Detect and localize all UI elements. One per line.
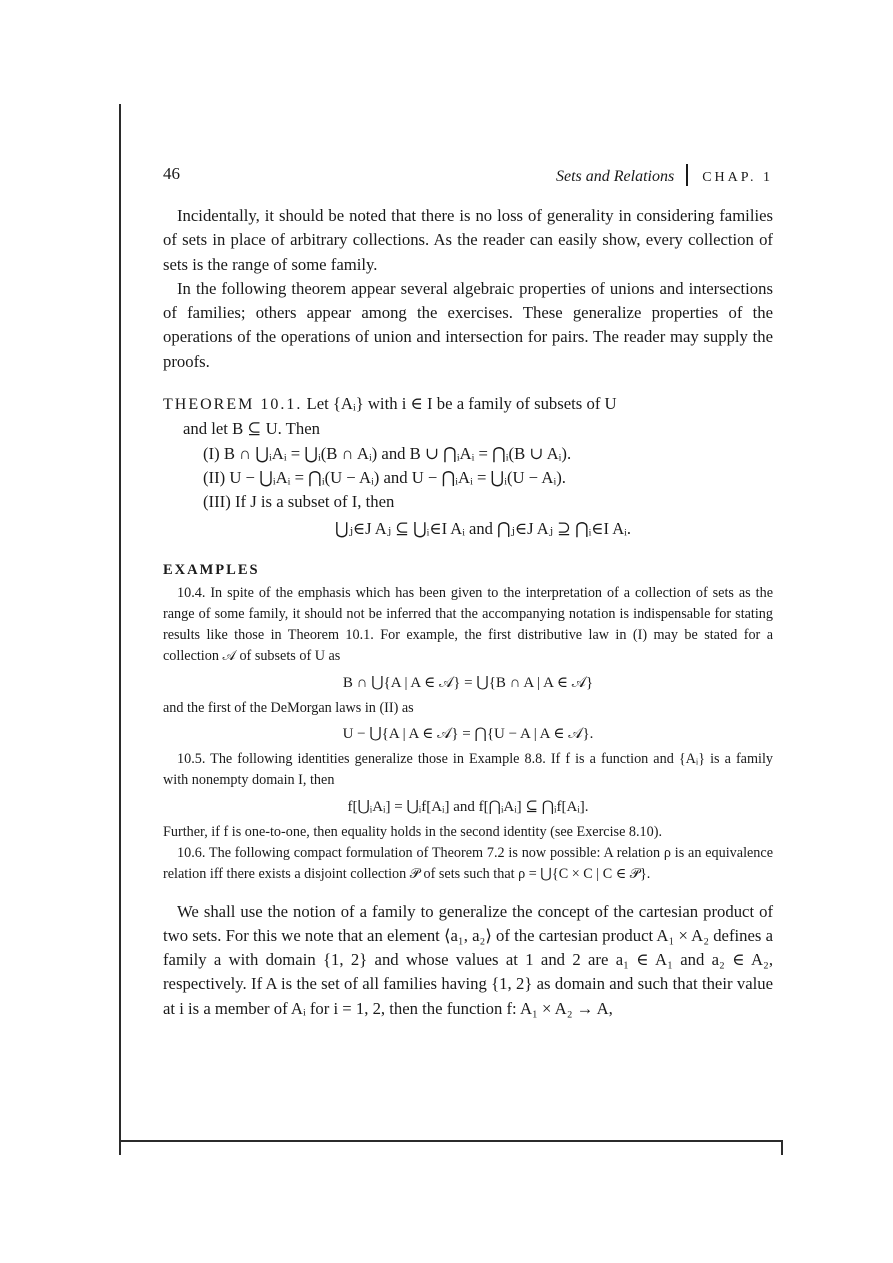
book-page xyxy=(163,160,773,1021)
examples-heading: EXAMPLES xyxy=(163,561,260,578)
theorem-item-2: (II) U − ⋃ᵢAᵢ = ⋂ᵢ(U − Aᵢ) and U − ⋂ᵢAᵢ = ⋃ᵢ(U − Aᵢ). xyxy=(203,467,566,487)
theorem-statement-cont: and let B ⊆ U. Then xyxy=(183,419,320,439)
intro-paragraph-1: Incidentally, it should be noted that there is no loss of generality in considering families of sets in place of arbitrary collections. As the reader can easily show, every collection of sets is the range of some family. xyxy=(163,206,773,274)
theorem-item-3: (III) If J is a subset of I, then xyxy=(203,492,395,512)
example-10-4-display-1: B ∩ ⋃{A | A ∈ 𝒜} = ⋃{B ∩ A | A ∈ 𝒜} xyxy=(342,674,594,691)
closing-paragraph: We shall use the notion of a family to generalize the concept of the cartesian product of two sets. For this we note that an element ⟨a₁, a₂⟩ of the cartesian product A₁ × A₂ defines a family a with domain {1, 2} and whose values at 1 and 2 are a₁ ∈ A₁ and a₂ ∈ A₂, respectively. If A is the set of all families having {1, 2} as domain and such that their value at i is a member of Aᵢ for i = 1, 2, then the function f: A₁ × A₂ → A, xyxy=(163,901,773,1018)
example-10-5-after: Further, if f is one-to-one, then equality holds in the second identity (see Exercise 8.10). xyxy=(163,823,663,840)
bottom-border-line xyxy=(119,1140,783,1142)
theorem-display: ⋃ⱼ∈J Aⱼ ⊆ ⋃ᵢ∈I Aᵢ and ⋂ⱼ∈J Aⱼ ⊇ ⋂ᵢ∈I Aᵢ. xyxy=(335,518,631,538)
theorem-item-1: (I) B ∩ ⋃ᵢAᵢ = ⋃ᵢ(B ∩ Aᵢ) and B ∪ ⋂ᵢAᵢ = ⋂ᵢ(B ∪ Aᵢ). xyxy=(203,443,572,463)
example-10-5-display: f[⋃ᵢAᵢ] = ⋃ᵢf[Aᵢ] and f[⋂ᵢAᵢ] ⊆ ⋂ᵢf[Aᵢ]. xyxy=(347,798,589,815)
example-10-4-mid: and the first of the DeMorgan laws in (II) as xyxy=(163,699,414,716)
header-divider xyxy=(686,164,688,186)
example-10-4: 10.4. In spite of the emphasis which has been given to the interpretation of a collection of sets as the range of some family, it should not be inferred that the accompanying notation is indispensable for stating results like those in Theorem 10.1. For example, the first distributive law in (I) may be stated for a collection 𝒜 of subsets of U as xyxy=(163,584,773,665)
page-header xyxy=(163,160,773,190)
theorem-statement: Let {Aᵢ} with i ∈ I be a family of subsets of U xyxy=(306,394,617,414)
theorem-label: THEOREM 10.1. xyxy=(163,396,303,414)
right-border-line xyxy=(781,1140,783,1155)
intro-paragraph-2: In the following theorem appear several algebraic properties of unions and intersections of families; others appear among the exercises. These generalize properties of the operations of the operations of union and intersection for pairs. The reader may supply the proofs. xyxy=(163,278,773,371)
example-10-4-display-2: U − ⋃{A | A ∈ 𝒜} = ⋂{U − A | A ∈ 𝒜}. xyxy=(342,726,594,743)
chapter-label: CHAP. 1 xyxy=(702,170,773,185)
running-head xyxy=(556,164,773,186)
page-number: 46 xyxy=(163,164,180,183)
theorem-block xyxy=(163,392,773,542)
example-10-5: 10.5. The following identities generalize those in Example 8.8. If f is a function and {Aᵢ} is a family with nonempty domain I, then xyxy=(163,751,773,789)
running-title: Sets and Relations xyxy=(555,168,675,185)
example-10-6: 10.6. The following compact formulation of Theorem 7.2 is now possible: A relation ρ is an equivalence relation iff there exists a disjoint collection 𝒫 of sets such that ρ = ⋃{C × C | C ∈ 𝒫}. xyxy=(163,844,773,883)
left-border-line xyxy=(119,104,121,1155)
